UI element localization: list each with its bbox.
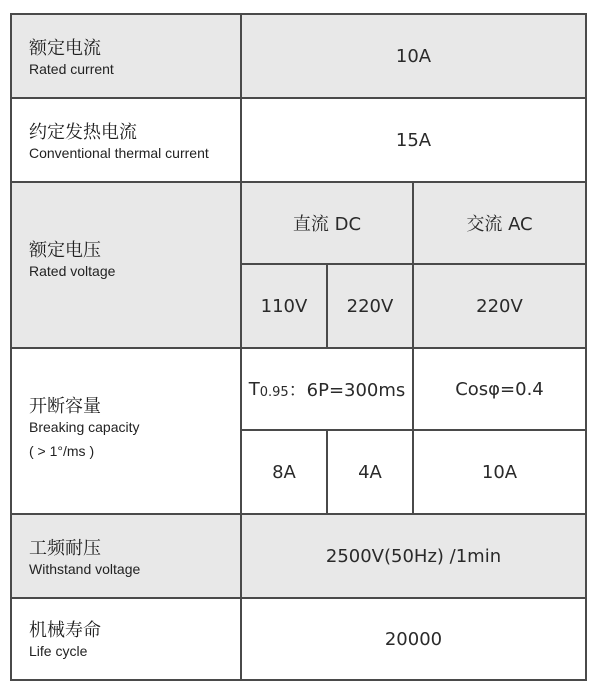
withstand-zh: 工频耐压 — [29, 538, 101, 559]
dc-ac-divider — [412, 181, 414, 515]
rule-2 — [11, 181, 587, 183]
rule-3b — [241, 429, 587, 431]
rated-current-value: 10A — [395, 45, 432, 67]
breaking-dc-a: 8A — [272, 461, 296, 483]
life-en: Life cycle — [29, 643, 88, 659]
withstand-value: 2500V(50Hz) /1min — [325, 545, 502, 567]
breaking-en: Breaking capacity — [29, 419, 140, 435]
border-bottom — [11, 679, 587, 681]
breaking-dc-t: T — [248, 378, 260, 400]
dc-split-voltage — [326, 263, 328, 349]
rated-current-label — [11, 14, 241, 98]
rated-voltage-zh: 额定电压 — [29, 240, 101, 261]
rated-current-zh: 额定电流 — [29, 38, 101, 59]
breaking-ac-value: 10A — [481, 461, 518, 483]
life-label — [11, 598, 241, 680]
ac-220-value: 220V — [476, 295, 523, 317]
rule-2b — [241, 263, 587, 265]
dc-split-breaking — [326, 429, 328, 515]
thermal-current-zh: 约定发热电流 — [29, 122, 137, 143]
life-value: 20000 — [384, 628, 443, 650]
thermal-current-label — [11, 98, 241, 182]
breaking-label — [11, 348, 241, 514]
rated-voltage-label — [11, 182, 241, 348]
ac-header: 交流 AC — [466, 214, 533, 235]
border-left — [10, 13, 12, 681]
dc-220-value: 220V — [346, 295, 394, 317]
life-zh: 机械寿命 — [29, 620, 101, 641]
rule-3 — [11, 347, 587, 349]
dc-110-value: 110V — [260, 295, 308, 317]
breaking-dc-subscript: 0.95 — [259, 384, 289, 400]
breaking-dc-b: 4A — [358, 461, 382, 483]
rule-5 — [11, 597, 587, 599]
withstand-en: Withstand voltage — [29, 561, 141, 577]
breaking-ac-condition: Cosφ=0.4 — [455, 378, 544, 400]
border-top — [11, 13, 587, 15]
breaking-dc-rest: ：6P=300ms — [288, 380, 406, 401]
breaking-zh: 开断容量 — [29, 396, 101, 417]
thermal-current-value: 15A — [395, 129, 432, 151]
border-right — [585, 13, 587, 681]
breaking-dc-condition — [241, 348, 413, 430]
thermal-current-en: Conventional thermal current — [29, 145, 209, 161]
dc-header: 直流 DC — [292, 214, 362, 235]
breaking-note: ( > 1°/ms ) — [29, 443, 95, 459]
rule-4 — [11, 513, 587, 515]
rule-1 — [11, 97, 587, 99]
withstand-label — [11, 514, 241, 598]
rated-voltage-en: Rated voltage — [29, 263, 116, 279]
rated-current-en: Rated current — [29, 61, 114, 77]
column-divider — [240, 13, 242, 681]
